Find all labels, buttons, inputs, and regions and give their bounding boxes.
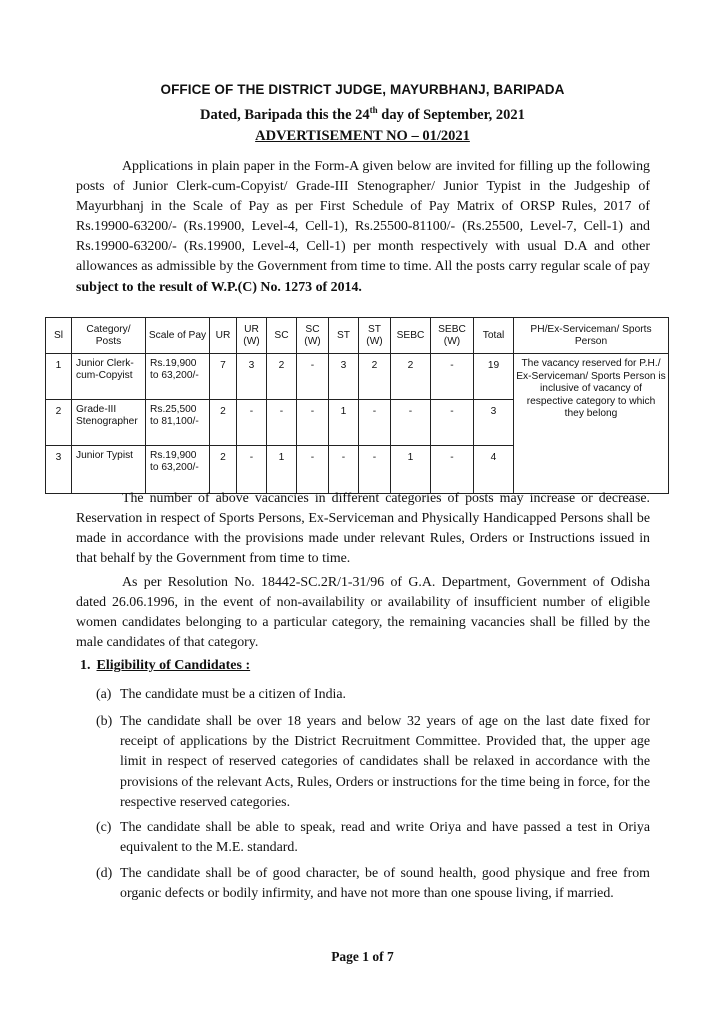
cell-post: Junior Clerk-cum-Copyist	[72, 354, 146, 400]
cell-sebcw: -	[431, 354, 474, 400]
table-header-row	[46, 318, 669, 354]
cell-sc: 2	[267, 354, 297, 400]
cell-stw: -	[359, 400, 391, 446]
cell-st: -	[329, 446, 359, 494]
col-header: Category/ Posts	[72, 318, 146, 354]
col-header: SEBC (W)	[431, 318, 474, 354]
item-marker: (c)	[96, 820, 112, 835]
cell-scale: Rs.19,900 to 63,200/-	[146, 354, 210, 400]
dated-prefix: Dated, Baripada this the 24	[200, 107, 370, 123]
section-title: Eligibility of Candidates :	[96, 658, 251, 673]
cell-sebcw: -	[431, 400, 474, 446]
list-item	[96, 864, 650, 904]
cell-scale: Rs.25,500 to 81,100/-	[146, 400, 210, 446]
section-heading	[80, 658, 250, 674]
intro-text: Applications in plain paper in the Form-A given below are invited for filling up the following posts of Junior Clerk-cum-Copyist/ Grade-III Stenographer/ Junior Typist in the Judgeship of Mayurbhanj in the Scale of Pay as per First Schedule of Pay Matrix of ORSP Rules, 2017 of Rs.19900-63200/- (Rs.19900, Level-4, Cell-1), Rs.25500-81100/- (Rs.25500, Level-7, Cell-1) and Rs.19900-63200/- (Rs.19900, Level-4, Cell-1) per month respectively with usual D.A and other allowances as admissible by the Government from time to time. All the posts carry regular scale of pay	[76, 159, 650, 275]
cell-ur: 2	[210, 400, 237, 446]
vacancy-change-paragraph: The number of above vacancies in different categories of posts may increase or decrease. Reservation in respect of Sports Persons, Ex-Serviceman and Physically Handicapped Persons shall be made in accordance with the provisions made under relevant Rules, Orders or Instructions issued in that behalf by the Government from time to time.	[76, 491, 650, 567]
cell-sebc: 2	[391, 354, 431, 400]
cell-urw: -	[237, 446, 267, 494]
cell-sc: -	[267, 400, 297, 446]
col-header: PH/Ex-Serviceman/ Sports Person	[514, 318, 669, 354]
col-header: ST (W)	[359, 318, 391, 354]
section-number: 1.	[80, 658, 91, 673]
col-header: SC	[267, 318, 297, 354]
cell-sebc: -	[391, 400, 431, 446]
cell-post: Grade-III Stenographer	[72, 400, 146, 446]
col-header: SC (W)	[297, 318, 329, 354]
cell-scw: -	[297, 446, 329, 494]
list-item	[96, 712, 650, 813]
cell-scale: Rs.19,900 to 63,200/-	[146, 446, 210, 494]
cell-sl: 3	[46, 446, 72, 494]
cell-ur: 7	[210, 354, 237, 400]
dated-suffix: day of September, 2021	[377, 107, 525, 123]
advertisement-number: ADVERTISEMENT NO – 01/2021	[255, 128, 470, 144]
cell-sl: 2	[46, 400, 72, 446]
cell-st: 1	[329, 400, 359, 446]
item-text: The candidate shall be able to speak, read and write Oriya and have passed a test in Oriya equivalent to the M.E. standard.	[120, 820, 650, 856]
cell-stw: -	[359, 446, 391, 494]
col-header: UR	[210, 318, 237, 354]
dated-line	[0, 107, 725, 124]
cell-stw: 2	[359, 354, 391, 400]
office-title: OFFICE OF THE DISTRICT JUDGE, MAYURBHANJ, BARIPADA	[160, 82, 565, 97]
cell-scw: -	[297, 354, 329, 400]
cell-total: 4	[474, 446, 514, 494]
col-header: UR (W)	[237, 318, 267, 354]
intro-paragraph	[76, 157, 650, 298]
vacancy-table	[45, 317, 669, 494]
dated-sup: th	[369, 105, 378, 116]
col-header: Scale of Pay	[146, 318, 210, 354]
page-number: Page 1 of 7	[331, 949, 394, 964]
cell-total: 3	[474, 400, 514, 446]
item-marker: (b)	[96, 714, 113, 729]
item-marker: (a)	[96, 687, 112, 702]
cell-ur: 2	[210, 446, 237, 494]
cell-urw: 3	[237, 354, 267, 400]
col-header: SEBC	[391, 318, 431, 354]
col-header: Total	[474, 318, 514, 354]
item-text: The candidate shall be of good character, be of sound health, good physique and free from organic defects or bodily infirmity, and have not more than one spouse living, if married.	[120, 866, 650, 902]
intro-bold: subject to the result of W.P.(C) No. 1273 of 2014.	[76, 279, 362, 295]
item-text: The candidate must be a citizen of India.	[120, 687, 347, 702]
cell-sc: 1	[267, 446, 297, 494]
cell-st: 3	[329, 354, 359, 400]
cell-note: The vacancy reserved for P.H./ Ex-Serviceman/ Sports Person is inclusive of vacancy of respective category to which they belong	[514, 354, 669, 494]
cell-scw: -	[297, 400, 329, 446]
cell-sebcw: -	[431, 446, 474, 494]
cell-urw: -	[237, 400, 267, 446]
item-text: The candidate shall be over 18 years and below 32 years of age on the last date fixed for receipt of applications by the District Recruitment Committee. Provided that, the upper age limit in respect of reserved categories of candidates shall be relaxed in accordance with the provisions of the relevant Acts, Rules, Orders or instructions for the time being in force, for the respective reserved categories.	[120, 714, 650, 810]
list-item	[96, 818, 650, 858]
col-header: ST	[329, 318, 359, 354]
cell-total: 19	[474, 354, 514, 400]
cell-sebc: 1	[391, 446, 431, 494]
cell-post: Junior Typist	[72, 446, 146, 494]
cell-sl: 1	[46, 354, 72, 400]
table-row	[46, 354, 669, 400]
list-item	[96, 685, 650, 705]
resolution-paragraph: As per Resolution No. 18442-SC.2R/1-31/96 of G.A. Department, Government of Odisha dated 26.06.1996, in the event of non-availability or availability of insufficient number of eligible women candidates belonging to a particular category, the remaining vacancies shall be filled by the male candidates of that category.	[76, 575, 650, 651]
col-header: Sl	[46, 318, 72, 354]
item-marker: (d)	[96, 866, 113, 881]
